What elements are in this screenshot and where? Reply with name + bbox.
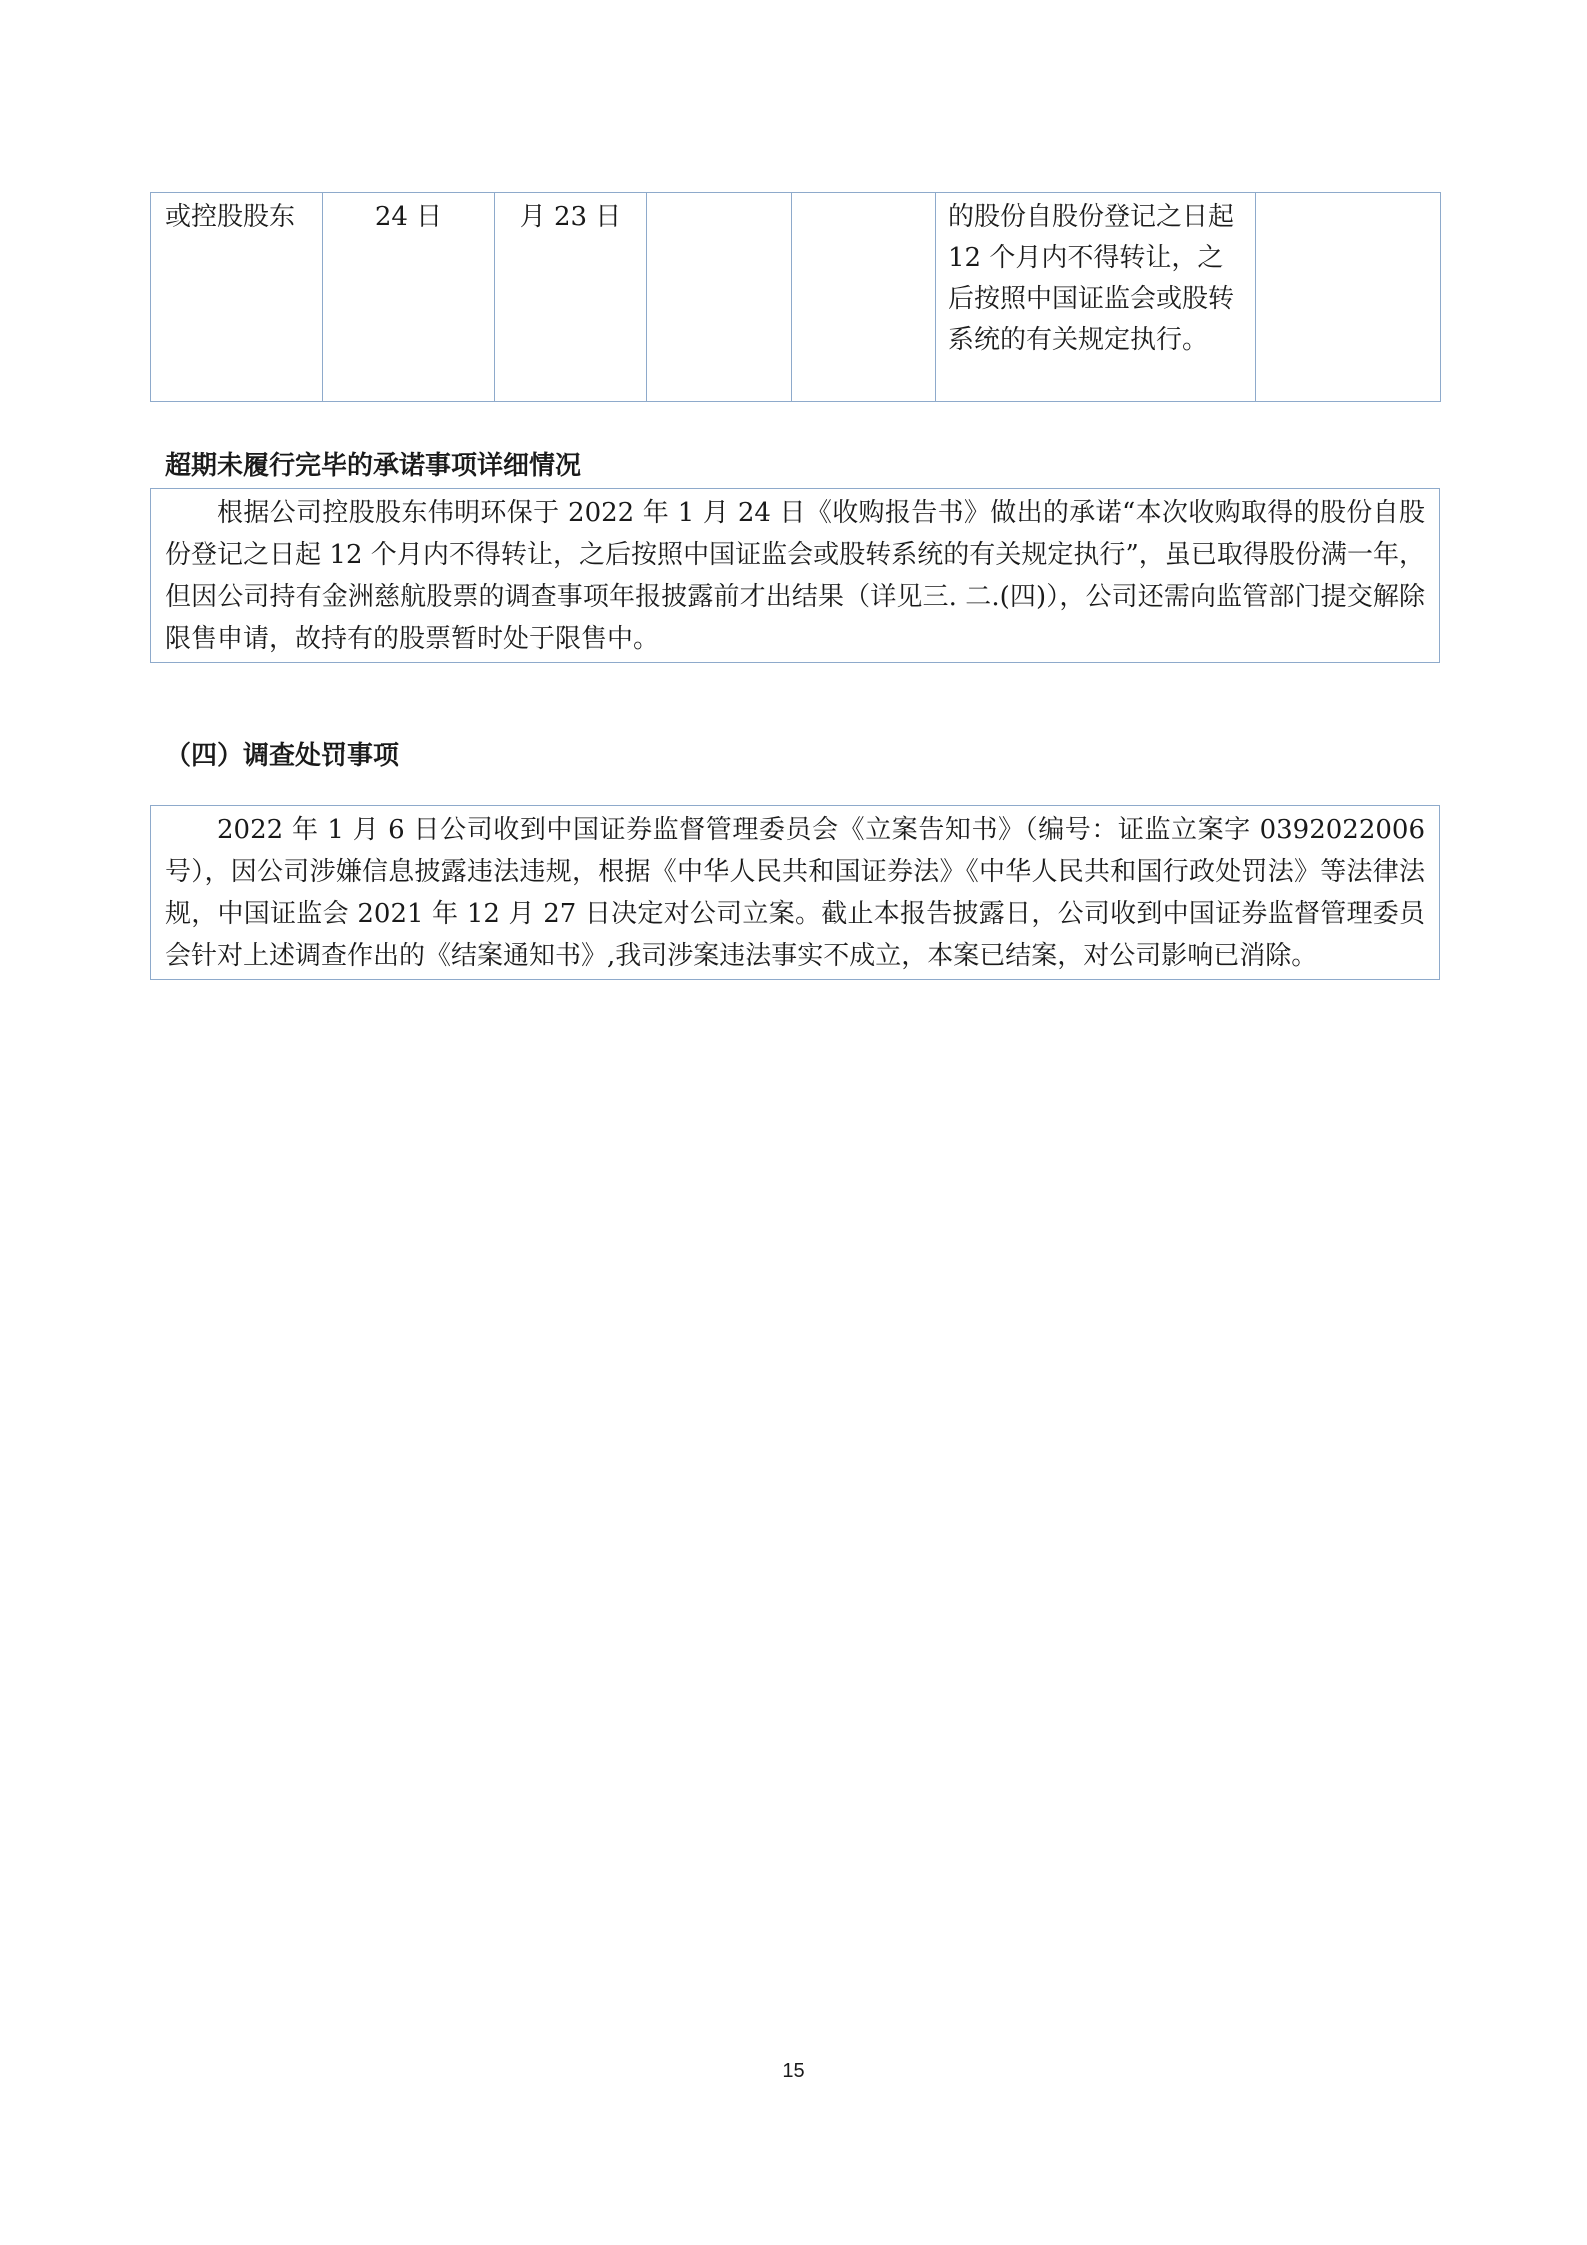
table-cell-start-date: 24 日 <box>323 193 495 402</box>
table-cell-type <box>792 193 936 402</box>
overdue-commitments-box <box>150 488 1440 663</box>
table-cell-source <box>647 193 792 402</box>
table-row <box>151 193 1441 402</box>
investigation-text: 2022 年 1 月 6 日公司收到中国证券监督管理委员会《立案告知书》（编号：证监立案字 0392022006 号），因公司涉嫌信息披露违法违规，根据《中华人民共和国证券法》《中华人民共和国行政处罚法》等法律法规，中国证监会 2021 年 12 月 27 日决定对公司立案。截止本报告披露日，公司收到中国证券监督管理委员会针对上述调查作出的《结案通知书》,我司涉案违法事实不成立，本案已结案，对公司影响已消除。 <box>165 815 1425 971</box>
commitment-table-continuation <box>150 192 1441 402</box>
table-cell-end-date: 月 23 日 <box>495 193 647 402</box>
overdue-commitments-text: 根据公司控股股东伟明环保于 2022 年 1 月 24 日《收购报告书》做出的承诺“本次收购取得的股份自股份登记之日起 12 个月内不得转让，之后按照中国证监会或股转系统的有关规定执行”，虽已取得股份满一年，但因公司持有金洲慈航股票的调查事项年报披露前才出结果（详见三. 二.(四)），公司还需向监管部门提交解除限售申请，故持有的股票暂时处于限售中。 <box>165 498 1425 654</box>
page-number: 15 <box>782 2060 805 2082</box>
table-cell-commitment-content: 的股份自股份登记之日起 12 个月内不得转让，之后按照中国证监会或股转系统的有关规定执行。 <box>936 193 1256 402</box>
overdue-commitments-heading: 超期未履行完毕的承诺事项详细情况 <box>165 451 582 481</box>
investigation-box <box>150 805 1440 980</box>
table-cell-status <box>1256 193 1441 402</box>
table-cell-commitment-party: 或控股股东 <box>151 193 323 402</box>
investigation-heading: （四）调查处罚事项 <box>165 741 400 771</box>
